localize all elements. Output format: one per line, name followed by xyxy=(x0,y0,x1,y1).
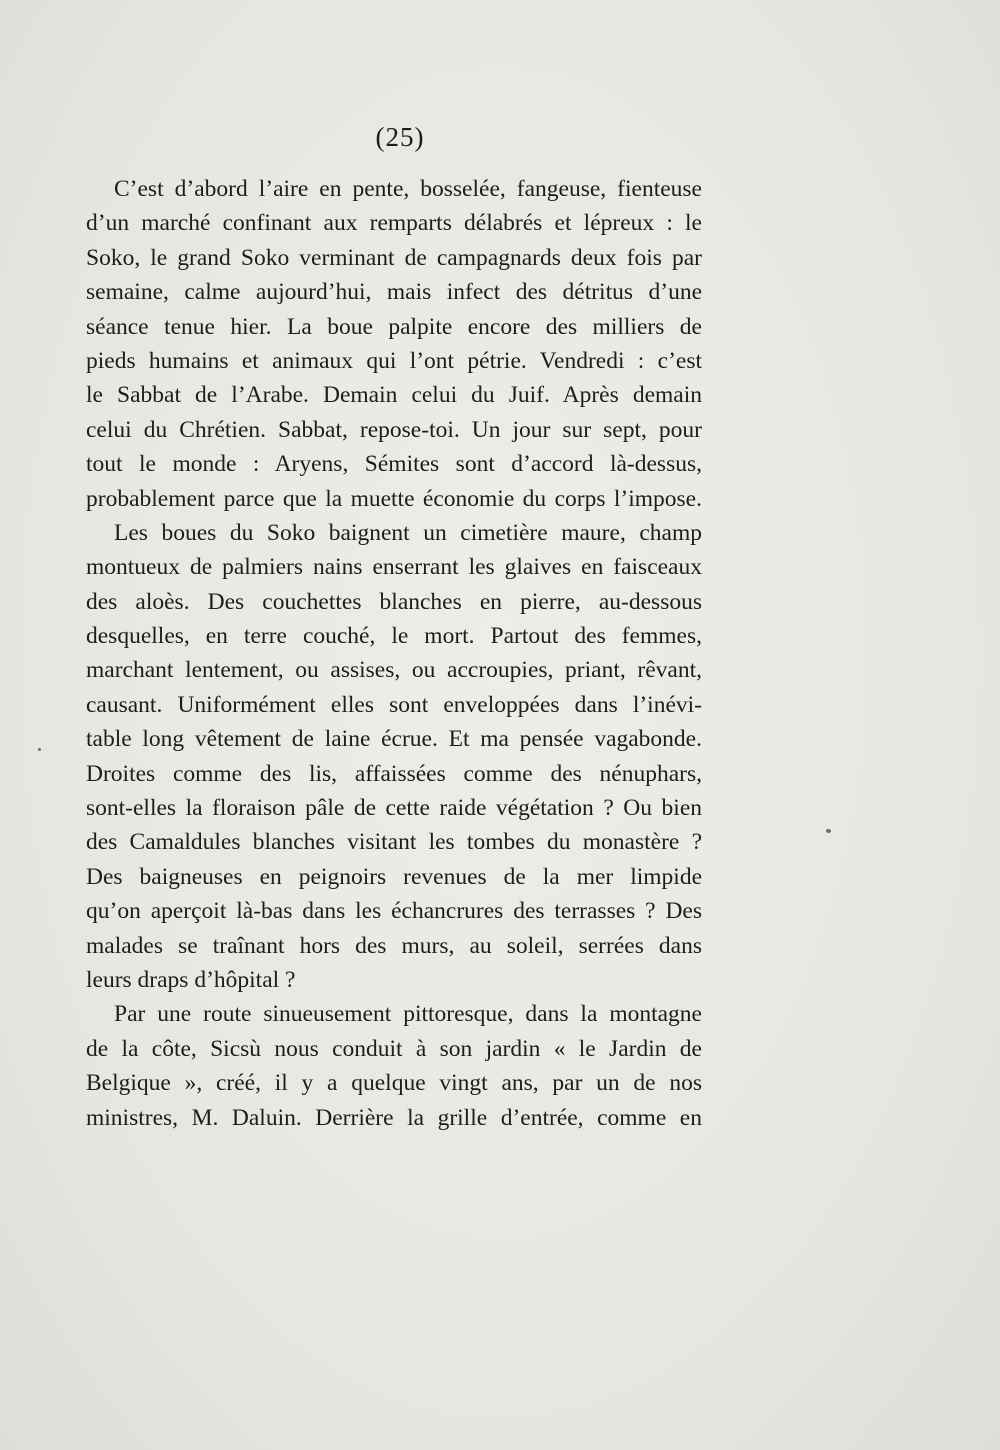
text-line: qu’on aperçoit là-bas dans les échancrures des terrasses ? Des xyxy=(86,898,702,925)
text-line: ministres, M. Daluin. Derrière la grille d’entrée, comme en xyxy=(86,1104,702,1131)
text-line: table long vêtement de laine écrue. Et ma pensée vagabonde. xyxy=(86,726,702,753)
text-line: sont-elles la floraison pâle de cette raide végétation ? Ou bien xyxy=(86,795,702,822)
text-line: le Sabbat de l’Arabe. Demain celui du Juif. Après demain xyxy=(86,382,702,409)
text-line: causant. Uniformément elles sont enveloppées dans l’inévi- xyxy=(86,691,702,718)
text-line: de la côte, Sicsù nous conduit à son jardin « le Jardin de xyxy=(86,1035,702,1062)
text-line: Soko, le grand Soko verminant de campagnards deux fois par xyxy=(86,244,702,271)
text-line: Belgique », créé, il y a quelque vingt ans, par un de nos xyxy=(86,1070,702,1097)
text-line: celui du Chrétien. Sabbat, repose-toi. Un jour sur sept, pour xyxy=(86,416,702,443)
text-line: semaine, calme aujourd’hui, mais infect des détritus d’une xyxy=(86,279,702,306)
text-line: montueux de palmiers nains enserrant les glaives en faisceaux xyxy=(86,554,702,581)
text-line: C’est d’abord l’aire en pente, bosselée, fangeuse, fienteuse xyxy=(114,176,702,202)
text-line: Droites comme des lis, affaissées comme des nénuphars, xyxy=(86,760,702,787)
text-line: des Camaldules blanches visitant les tombes du monastère ? xyxy=(86,829,702,856)
body-text xyxy=(86,172,702,1135)
text-line: Par une route sinueusement pittoresque, dans la montagne xyxy=(114,1001,702,1028)
text-line: malades se traînant hors des murs, au soleil, serrées dans xyxy=(86,932,702,959)
text-line: probablement parce que la muette économie du corps l’impose. xyxy=(86,485,702,512)
text-line: pieds humains et animaux qui l’ont pétrie. Vendredi : c’est xyxy=(86,347,702,374)
text-line: séance tenue hier. La boue palpite encore des milliers de xyxy=(86,313,702,340)
paper-speck xyxy=(826,829,831,833)
paper-speck xyxy=(38,748,41,751)
page-number: (25) xyxy=(375,122,425,152)
text-line: desquelles, en terre couché, le mort. Partout des femmes, xyxy=(86,623,702,650)
text-line: Des baigneuses en peignoirs revenues de la mer limpide xyxy=(86,863,702,890)
text-line: tout le monde : Aryens, Sémites sont d’accord là-dessus, xyxy=(86,451,702,478)
text-line: leurs draps d’hôpital ? xyxy=(86,966,296,993)
text-line: Les boues du Soko baignent un cimetière maure, champ xyxy=(114,519,702,546)
text-line: marchant lentement, ou assises, ou accroupies, priant, rêvant, xyxy=(86,657,702,684)
text-line: d’un marché confinant aux remparts délabrés et lépreux : le xyxy=(86,210,702,237)
text-line: des aloès. Des couchettes blanches en pierre, au-dessous xyxy=(86,588,702,615)
